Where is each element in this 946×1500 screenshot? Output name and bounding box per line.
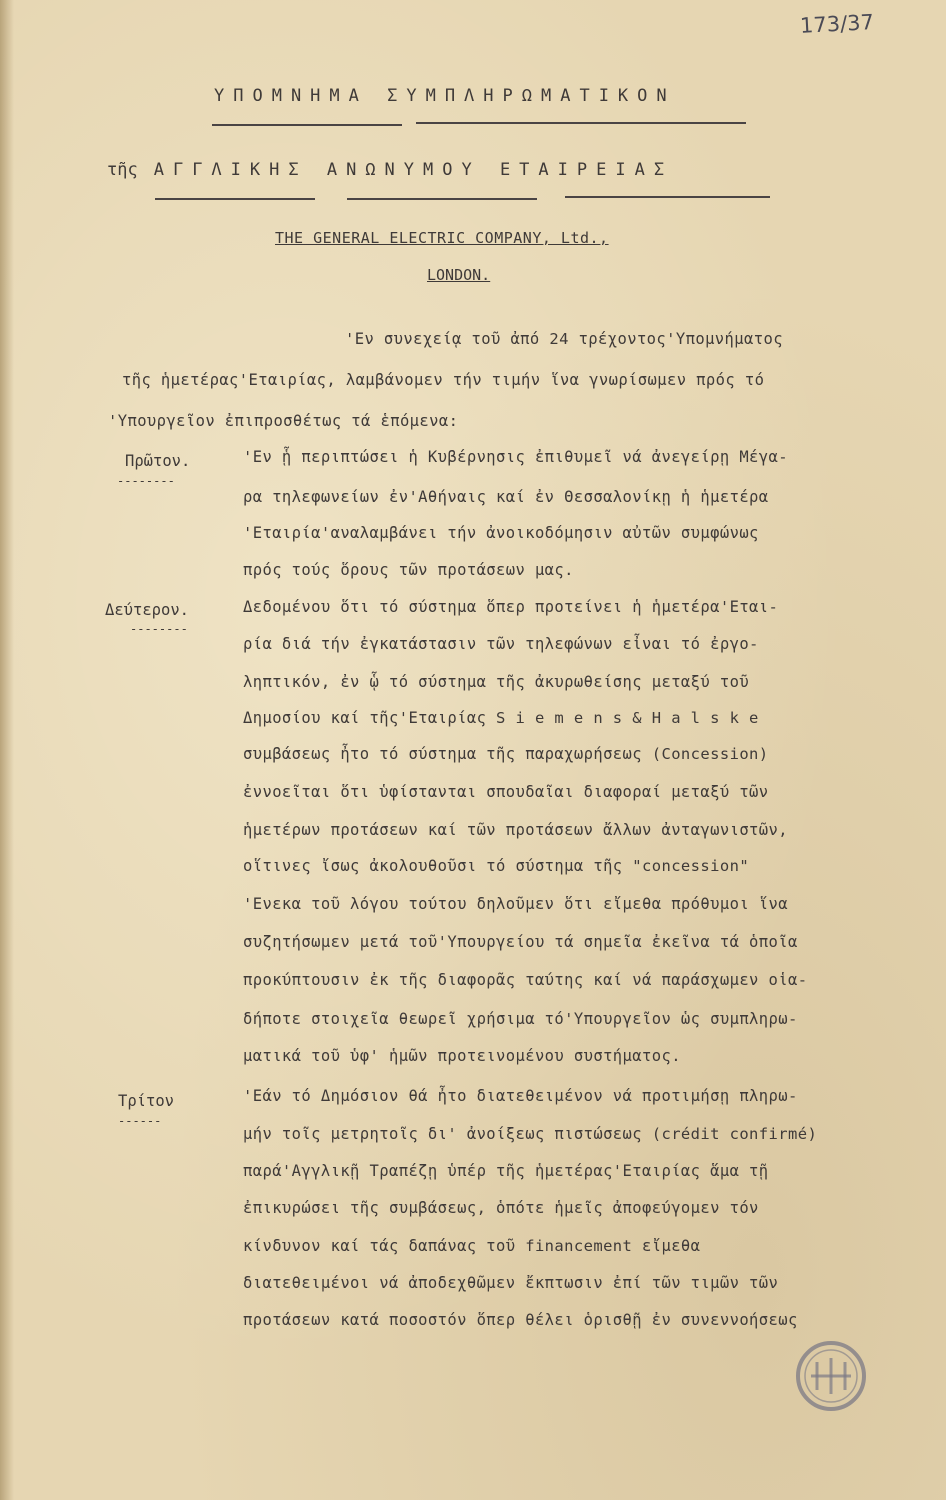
- heading-2-underline-2: [347, 198, 537, 200]
- heading-line-2: [107, 160, 673, 180]
- section-line: παρά'Αγγλικῇ Τραπέζῃ ὑπέρ τῆς ἡμετέρας'Εταιρίας ἅμα τῇ: [243, 1162, 769, 1180]
- section-line: ἐπικυρώσει τῆς συμβάσεως, ὁπότε ἡμεῖς ἀποφεύγομεν τόν: [243, 1199, 759, 1217]
- heading-2-underline-1: [155, 198, 315, 200]
- section-line: 'Ενεκα τοῦ λόγου τούτου δηλοῦμεν ὅτι εἴμεθα πρόθυμοι ἵνα: [243, 895, 788, 913]
- heading-line-2-text: ΑΓΓΛΙΚΗΣ ΑΝΩΝΥΜΟΥ ΕΤΑΙΡΕΙΑΣ: [153, 160, 674, 180]
- intro-line: τῆς ἡμετέρας'Εταιρίας, λαμβάνομεν τήν τιμήν ἵνα γνωρίσωμεν πρός τό: [122, 371, 765, 389]
- heading-1-underline-left: [212, 124, 402, 126]
- heading-line-1: ΥΠΟΜΝΗΜΑ ΣΥΜΠΛΗΡΩΜΑΤΙΚΟΝ: [214, 86, 676, 106]
- section-line: συμβάσεως ἦτο τό σύστημα τῆς παραχωρήσεως (Concession): [243, 745, 769, 763]
- section-line: ματικά τοῦ ὑφ' ἡμῶν προτεινομένου συστήματος.: [243, 1047, 681, 1065]
- section-line: διατεθειμένοι νά ἀποδεχθῶμεν ἔκπτωσιν ἐπί τῶν τιμῶν τῶν: [243, 1274, 779, 1292]
- section-line: συζητήσωμεν μετά τοῦ'Υπουργείου τά σημεῖα ἐκεῖνα τά ὁποῖα: [243, 933, 798, 951]
- intro-line: 'Υπουργεῖον ἐπιπροσθέτως τά ἑπόμενα:: [108, 412, 459, 430]
- section-label-second: Δεύτερον.: [105, 601, 189, 619]
- page-edge-shadow: [0, 0, 14, 1500]
- heading-line-2-prefix: τῆς: [107, 160, 138, 180]
- section-line: ἐννοεῖται ὅτι ὑφίστανται σπουδαῖαι διαφοραί μεταξύ τῶν: [243, 783, 769, 801]
- section-line: δήποτε στοιχεῖα θεωρεῖ χρήσιμα τό'Υπουργεῖον ὡς συμπληρω-: [243, 1010, 798, 1028]
- section-line: ληπτικόν, ἐν ᾧ τό σύστημα τῆς ἀκυρωθείσης μεταξύ τοῦ: [243, 673, 750, 691]
- section-line: πρός τούς ὅρους τῶν προτάσεων μας.: [243, 561, 574, 579]
- section-label-third: Τρίτον: [118, 1092, 174, 1110]
- section-line: ρία διά τήν ἐγκατάστασιν τῶν τηλεφώνων εἶναι τό ἐργο-: [243, 635, 759, 653]
- section-line: ἡμετέρων προτάσεων καί τῶν προτάσεων ἄλλων ἀνταγωνιστῶν,: [243, 821, 788, 839]
- archive-stamp-seal: [795, 1340, 867, 1412]
- section-line: Δεδομένου ὅτι τό σύστημα ὅπερ προτείνει ἡ ἡμετέρα'Εται-: [243, 598, 779, 616]
- heading-1-underline-right: [416, 122, 746, 124]
- section-line: ρα τηλεφωνείων ἐν'Αθήναις καί ἐν Θεσσαλονίκῃ ἡ ἡμετέρα: [243, 488, 769, 506]
- company-name: THE GENERAL ELECTRIC COMPANY, Ltd.,: [275, 229, 609, 247]
- company-city: LONDON.: [427, 266, 491, 284]
- section-line: 'Εάν τό Δημόσιον θά ἦτο διατεθειμένον νά προτιμήσῃ πληρω-: [243, 1087, 798, 1105]
- section-line: κίνδυνον καί τάς δαπάνας τοῦ financement εἴμεθα: [243, 1237, 701, 1255]
- section-line: μήν τοῖς μετρητοῖς δι' ἀνοίξεως πιστώσεως (crédit confirmé): [243, 1125, 818, 1143]
- section-label-underline: ------: [118, 1114, 162, 1128]
- section-line: προτάσεων κατά ποσοστόν ὅπερ θέλει ὁρισθῇ ἐν συνεννοήσεως: [243, 1311, 798, 1329]
- archive-number: 173/37: [799, 10, 875, 38]
- section-line: Δημοσίου καί τῆς'Εταιρίας S i e m e n s & H a l s k e: [243, 709, 759, 727]
- heading-2-underline-3: [565, 196, 770, 198]
- intro-line: 'Εν συνεχείᾳ τοῦ ἀπό 24 τρέχοντος'Υπομνήματος: [345, 330, 783, 348]
- section-line: 'Εν ᾗ περιπτώσει ἡ Κυβέρνησις ἐπιθυμεῖ νά ἀνεγείρῃ Μέγα-: [243, 448, 788, 466]
- section-line: 'Εταιρία'αναλαμβάνει τήν ἀνοικοδόμησιν αὐτῶν συμφώνως: [243, 524, 759, 542]
- section-label-underline: --------: [130, 622, 188, 636]
- section-line: οἵτινες ἴσως ἀκολουθοῦσι τό σύστημα τῆς "concession": [243, 857, 750, 875]
- section-line: προκύπτουσιν ἐκ τῆς διαφορᾶς ταύτης καί νά παράσχωμεν οἱα-: [243, 971, 808, 989]
- section-label-first: Πρῶτον.: [125, 452, 191, 470]
- section-label-underline: --------: [117, 474, 175, 488]
